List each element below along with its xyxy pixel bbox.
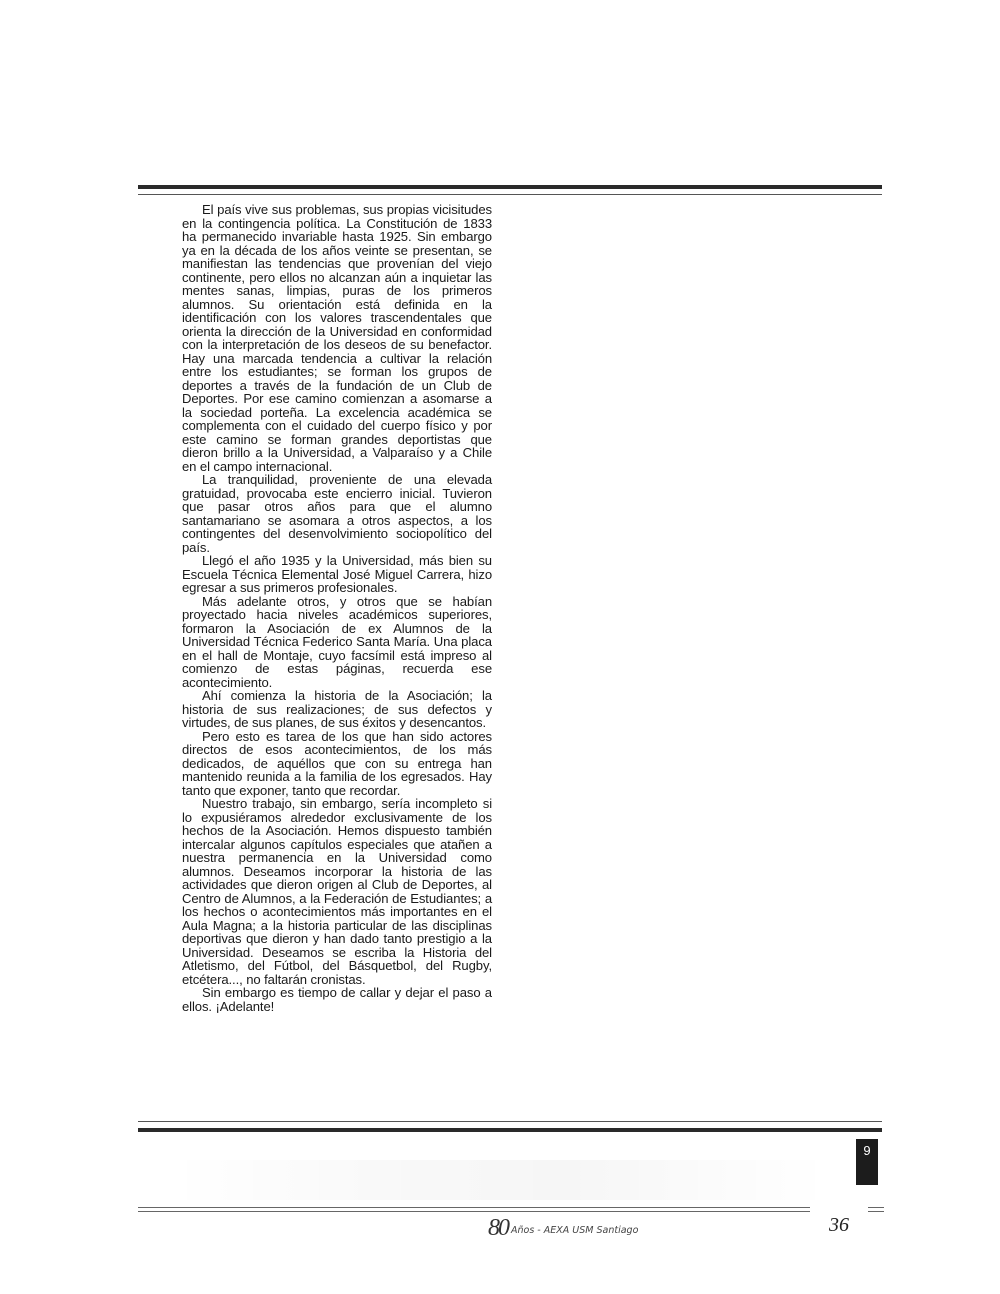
brand-anniversary-number: 80 xyxy=(488,1215,508,1241)
footer-rule-upper xyxy=(138,1207,810,1208)
paragraph-2: La tranquilidad, proveniente de una elevada gratuidad, provocaba este encierro inicial. Tuvieron que pasar otros años para que el alumno santamariano se asomara a otros aspectos, a los contingentes del desenvolvimiento sociopolítico del país. xyxy=(182,472,492,555)
bottom-rule-thin xyxy=(138,1121,882,1122)
footer-brand xyxy=(488,1214,638,1240)
paragraph-1: El país vive sus problemas, sus propias vicisitudes en la contingencia política. La Constitución de 1833 ha permanecido invariable hasta 1925. Sin embargo ya en la década de los años veinte se presentan, se manifiestan las tendencias que provenían del viejo continente, pero ellos no alcanzan aún a inquietar las mentes sanas, limpias, puras de los primeros alumnos. Su orientación está definida en la identificación con los valores trascendentales que orienta la dirección de la Universidad en conformidad con la interpretación de los deseos de su benefactor. Hay una marcada tendencia a cultivar la relación entre los estudiantes; se forman los grupos de deportes a través de la fundación de un Club de Deportes. Por ese camino comienzan a asomarse a la sociedad porteña. La excelencia académica se complementa con el cuidado del cuerpo físico y por este camino se forman grandes deportistas que dieron brillo a la Universidad, a Valparaíso y a Chile en el campo internacional. xyxy=(182,202,492,474)
paragraph-8: Sin embargo es tiempo de callar y dejar el paso a ellos. ¡Adelante! xyxy=(182,985,492,1014)
article-body xyxy=(182,203,492,1013)
paragraph-7: Nuestro trabajo, sin embargo, sería incompleto si lo expusiéramos alrededor exclusivamente de los hechos de la Asociación. Hemos dispuesto también intercalar algunos capítulos especiales que atañen a nuestra permanencia en la Universidad como alumnos. Deseamos incorporar la historia de las actividades que dieron origen al Club de Deportes, al Centro de Alumnos, a la Federación de Estudiantes; a los hechos o acontecimientos más importantes en el Aula Magna; a la historia particular de las disciplinas deportivas que dieron y han dado tanto prestigio a la Universidad. Deseamos se escriba la Historia del Atletismo, del Fútbol, del Básquetbol, del Rugby, etcétera..., no faltarán cronistas. xyxy=(182,796,492,987)
chapter-tab: 9 xyxy=(856,1139,878,1185)
brand-text: Años - AEXA USM Santiago xyxy=(511,1225,639,1236)
paragraph-3: Llegó el año 1935 y la Universidad, más bien su Escuela Técnica Elemental José Miguel Carrera, hizo egresar a sus primeros profesionales. xyxy=(182,553,492,595)
scan-shadow xyxy=(170,1160,830,1200)
footer-mark-upper xyxy=(868,1207,884,1208)
top-rule-thin xyxy=(138,194,882,195)
paragraph-4: Más adelante otros, y otros que se habían proyectado hacia niveles académicos superiores, formaron la Asociación de ex Alumnos de la Universidad Técnica Federico Santa María. Una placa en el hall de Montaje, cuyo facsímil está impreso al comienzo de estas páginas, recuerda ese acontecimiento. xyxy=(182,593,492,690)
page-number: 36 xyxy=(829,1214,849,1236)
bottom-rule-thick xyxy=(138,1128,882,1132)
footer-rule-lower xyxy=(138,1211,810,1212)
top-rule-thick xyxy=(138,185,882,189)
paragraph-6: Pero esto es tarea de los que han sido actores directos de esos acontecimientos, de los más dedicados, de aquéllos que con su entrega han mantenido reunida a la familia de los egresados. Hay tanto que exponer, tanto que recordar. xyxy=(182,728,492,798)
footer-mark-lower xyxy=(868,1211,884,1212)
paragraph-5: Ahí comienza la historia de la Asociación; la historia de sus realizaciones; de sus defectos y virtudes, de sus planes, de sus éxitos y desencantos. xyxy=(182,688,492,730)
